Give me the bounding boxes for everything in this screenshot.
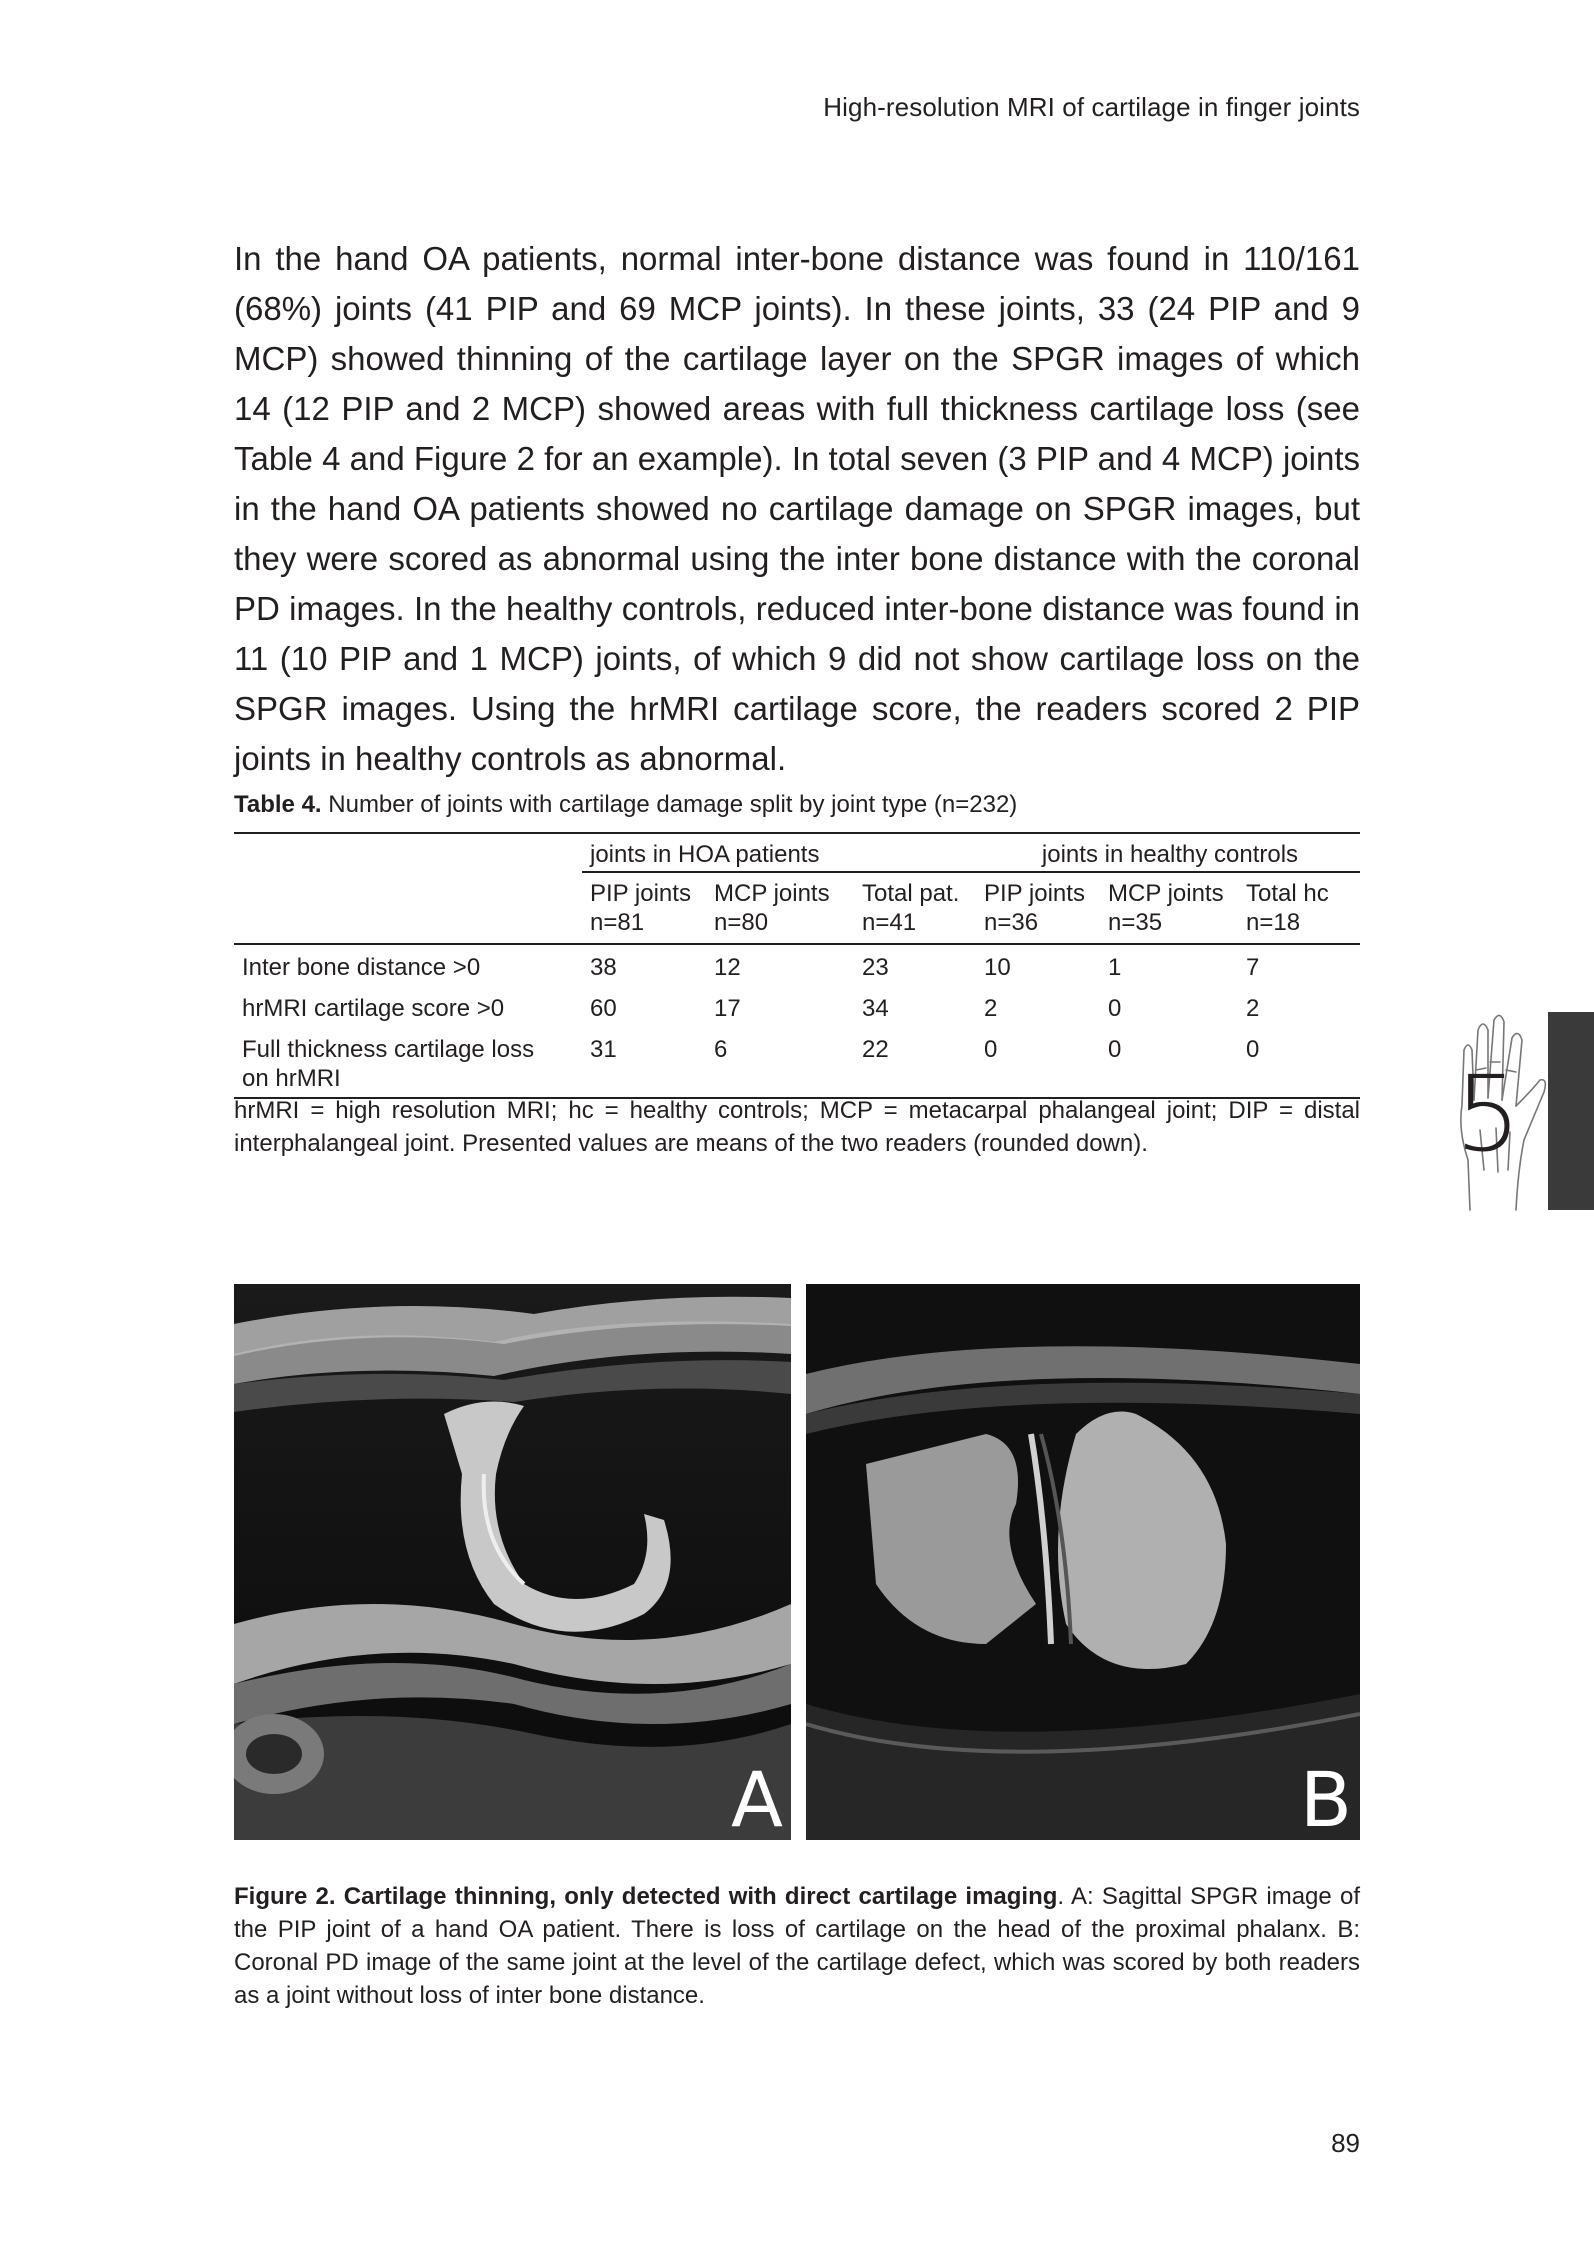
column-n: n=80 <box>714 909 769 936</box>
chapter-number: 5 <box>1454 1053 1522 1175</box>
sagittal-mri-image <box>234 1284 791 1840</box>
figure-caption <box>234 1880 1360 2012</box>
table-group-header-row <box>234 833 1360 872</box>
table-footnote: hrMRI = high resolution MRI; hc = healthy controls; MCP = metacarpal phalangeal joint; DIP = distal interphalangeal joint. Presented values are means of the two readers (rounded down). <box>234 1097 1360 1157</box>
column-n: n=81 <box>590 909 645 936</box>
figure-panel-a <box>234 1284 791 1840</box>
table-cell: 0 <box>1108 1036 1122 1063</box>
table-cell: 7 <box>1246 954 1260 981</box>
coronal-mri-image <box>806 1284 1360 1840</box>
table-empty-corner <box>234 833 582 872</box>
table-cell: 60 <box>590 995 617 1022</box>
table-row <box>234 1027 1360 1098</box>
table-cell: 6 <box>714 1036 728 1063</box>
table-row <box>234 944 1360 986</box>
table-cell: 10 <box>984 954 1011 981</box>
column-header <box>1238 872 1360 944</box>
row-label: Full thickness cartilage loss on hrMRI <box>242 1036 535 1092</box>
running-head: High-resolution MRI of cartilage in finger joints <box>823 92 1360 122</box>
page-number: 89 <box>1331 2128 1360 2158</box>
table-cell: 0 <box>1108 995 1122 1022</box>
cartilage-damage-table <box>234 832 1360 1099</box>
row-label: hrMRI cartilage score >0 <box>242 995 505 1022</box>
table-cell: 31 <box>590 1036 617 1063</box>
chapter-tab <box>1548 1012 1594 1210</box>
column-header <box>582 872 706 944</box>
table-cell: 12 <box>714 954 741 981</box>
table-cell: 38 <box>590 954 617 981</box>
panel-label-b: B <box>1299 1755 1352 1840</box>
column-header <box>976 872 1100 944</box>
column-n: n=35 <box>1108 909 1163 936</box>
table-cell: 0 <box>984 1036 998 1063</box>
figure-caption-title: Cartilage thinning, only detected with direct cartilage imaging <box>343 1883 1058 1910</box>
column-label: MCP joints <box>714 880 830 907</box>
column-label: PIP joints <box>984 880 1085 907</box>
column-label: MCP joints <box>1108 880 1224 907</box>
column-n: n=36 <box>984 909 1039 936</box>
table-cell: 1 <box>1108 954 1122 981</box>
table-cell: 2 <box>1246 995 1260 1022</box>
column-n: n=41 <box>862 909 917 936</box>
figure-caption-text: . A: Sagittal SPGR image of the PIP joint of a hand OA patient. There is loss of cartilage on the head of the proximal phalanx. B: Coronal PD image of the same joint at the level of the cartilage defect, which was scored by both readers as a joint without loss of inter bone distance. <box>234 1883 1360 2009</box>
column-label: Total hc <box>1246 880 1329 907</box>
table-cell: 0 <box>1246 1036 1260 1063</box>
table-column-header-row <box>234 872 1360 944</box>
panel-label-a: A <box>731 1755 783 1840</box>
column-label: PIP joints <box>590 880 691 907</box>
column-header <box>854 872 976 944</box>
table-caption <box>234 790 1360 820</box>
column-n: n=18 <box>1246 909 1301 936</box>
group-header-hoa: joints in HOA patients <box>582 833 976 872</box>
group-header-healthy: joints in healthy controls <box>976 833 1360 872</box>
table-cell: 22 <box>862 1036 889 1063</box>
column-header <box>706 872 854 944</box>
table-cell: 23 <box>862 954 889 981</box>
table-cell: 34 <box>862 995 889 1022</box>
figure-caption-label: Figure 2. <box>234 1883 336 1910</box>
table-cell: 17 <box>714 995 741 1022</box>
column-header <box>1100 872 1238 944</box>
table-row <box>234 986 1360 1027</box>
table-caption-label: Table 4. <box>234 791 322 818</box>
table-empty-corner <box>234 872 582 944</box>
row-label: Inter bone distance >0 <box>242 954 481 981</box>
table-caption-text: Number of joints with cartilage damage split by joint type (n=232) <box>321 791 1018 818</box>
figure-panel-b <box>806 1284 1360 1840</box>
body-paragraph: In the hand OA patients, normal inter-bone distance was found in 110/161 (68%) joints (41 PIP and 69 MCP joints). In these joints, 33 (24 PIP and 9 MCP) showed thinning of the cartilage layer on the SPGR images of which 14 (12 PIP and 2 MCP) showed areas with full thickness cartilage loss (see Table 4 and Figure 2 for an example). In total seven (3 PIP and 4 MCP) joints in the hand OA patients showed no cartilage damage on SPGR images, but they were scored as abnormal using the inter bone distance with the coronal PD images. In the healthy controls, reduced inter-bone distance was found in 11 (10 PIP and 1 MCP) joints, of which 9 did not show cartilage loss on the SPGR images. Using the hrMRI cartilage score, the readers scored 2 PIP joints in healthy controls as abnormal. <box>234 240 1360 777</box>
column-label: Total pat. <box>862 880 960 907</box>
table-cell: 2 <box>984 995 998 1022</box>
